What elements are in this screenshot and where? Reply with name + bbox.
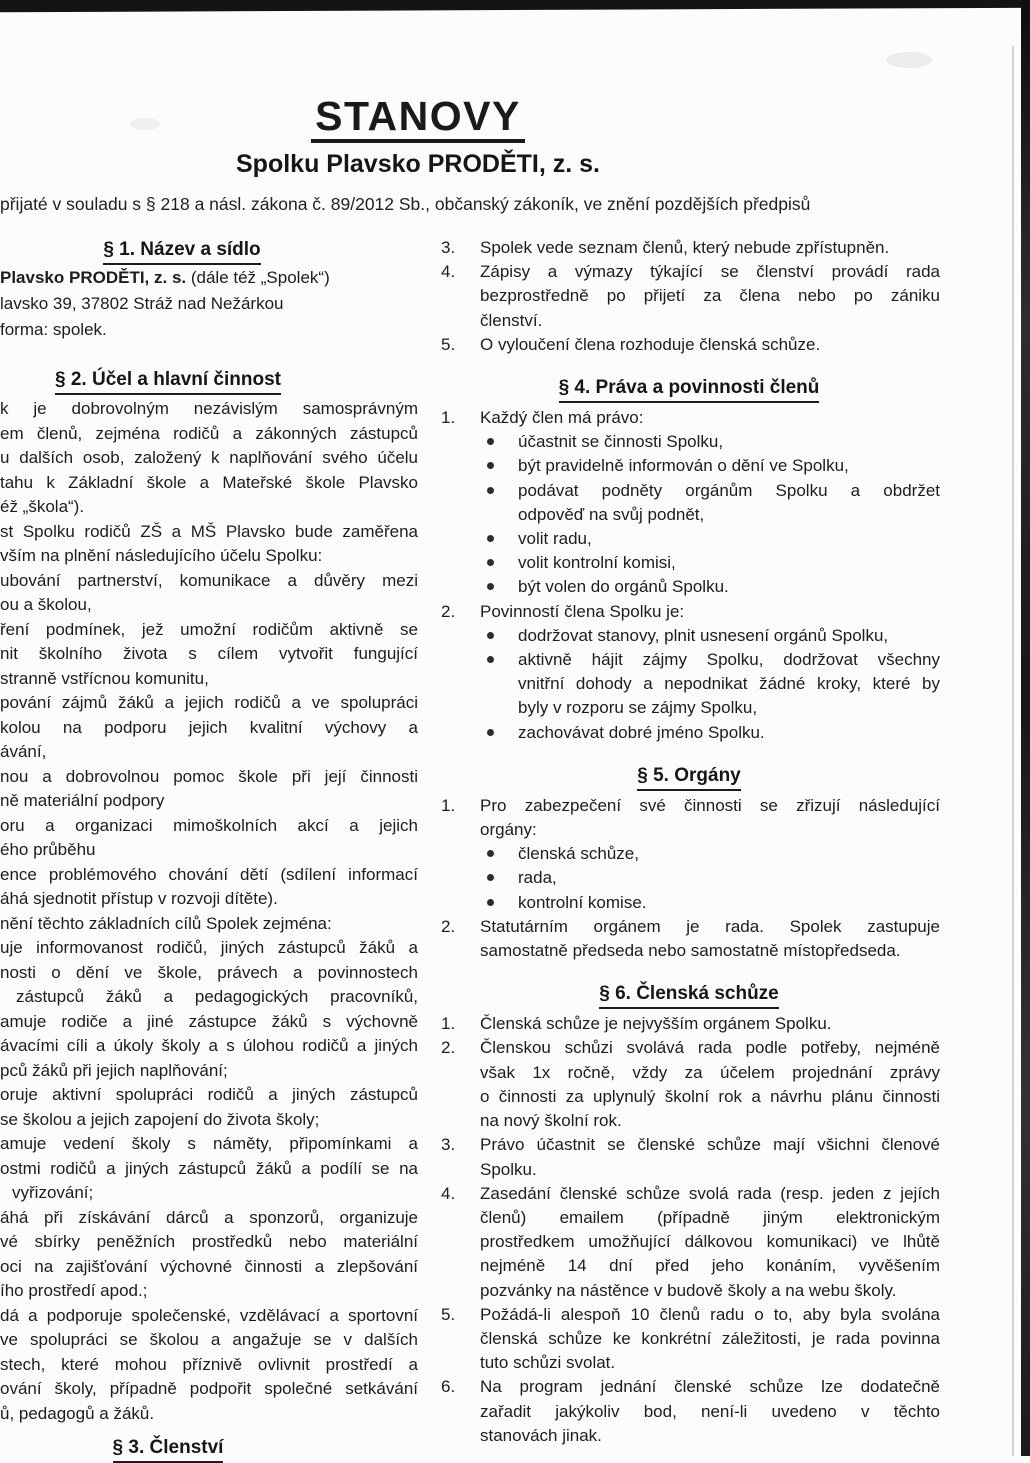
item-number: 4. bbox=[441, 1183, 456, 1203]
section-2-heading-wrap bbox=[0, 366, 336, 395]
bullet-item bbox=[438, 575, 940, 599]
text-line: em členů, zejména rodičů a zákonných zástupců bbox=[0, 423, 418, 443]
bullet-dot-icon bbox=[487, 559, 494, 566]
scan-artifact-smudge bbox=[886, 52, 932, 68]
bullet-item bbox=[438, 551, 940, 575]
bullet-item bbox=[438, 527, 940, 551]
bullet-dot-icon bbox=[487, 462, 494, 469]
document-intro-line: přijaté v souladu s § 218 a násl. zákona č. 89/2012 Sb., občanský zákoník, ve znění pozdějších předpisů bbox=[0, 194, 811, 214]
text-line: Požádá-li alespoň 10 členů radu o to, aby byla svolána bbox=[480, 1304, 940, 1324]
text-line: ně materiální podpory bbox=[0, 791, 165, 810]
text-line: prostředkem umožňující dálkovou komunikaci) ve lhůtě bbox=[480, 1232, 940, 1252]
text-line: Spolek vede seznam členů, který nebude zpřístupněn. bbox=[480, 238, 890, 257]
text-line: stech, které mohou příznivě ovlivnit prostředí a bbox=[0, 1354, 418, 1374]
bullet-item bbox=[438, 721, 940, 745]
bullet-dot-icon bbox=[487, 438, 494, 445]
bullet-dot-icon bbox=[487, 632, 494, 639]
text-line: Právo účastnit se členské schůze mají všichni členové bbox=[480, 1135, 940, 1155]
text-line: áhá sjednotit přístup v rozvoji dítěte). bbox=[0, 889, 278, 908]
text-line: aktivně hájit zájmy Spolku, dodržovat všechny bbox=[518, 650, 940, 670]
bullet-item bbox=[438, 866, 940, 890]
text-line: nění těchto základních cílů Spolek zejména: bbox=[0, 913, 332, 933]
text-line: st Spolku rodičů ZŠ a MŠ Plavsko bude zaměřena bbox=[0, 521, 418, 541]
text-line: Členská schůze je nejvyšším orgánem Spolku. bbox=[480, 1014, 832, 1034]
text-line: se školou a jejich zapojení do života školy; bbox=[0, 1109, 320, 1129]
text-line: členská schůze ke konkrétní záležitosti, je rada povinna bbox=[480, 1328, 940, 1348]
numbered-item bbox=[438, 1012, 940, 1036]
item-number: 4. bbox=[441, 262, 456, 282]
text-line: nou a dobrovolnou pomoc škole při její činnosti bbox=[0, 766, 418, 786]
bullet-dot-icon bbox=[487, 656, 494, 663]
text-line: podávat podněty orgánům Spolku a obdržet bbox=[518, 480, 940, 500]
text-line: tahu k Základní škole a Mateřské škole Plavsko bbox=[0, 472, 418, 492]
text-line: áhá při získávání dárců a sponzorů, organizuje bbox=[0, 1207, 418, 1227]
text-line: Členskou schůzi svolává rada podle potřeby, nejméně bbox=[480, 1038, 940, 1058]
numbered-item bbox=[438, 1133, 940, 1181]
text-line: oruje aktivní spolupráci rodičů a jiných zástupců bbox=[0, 1085, 418, 1104]
text-line: volit radu, bbox=[518, 529, 592, 549]
text-line: ence problémového chování dětí (sdílení informací bbox=[0, 864, 418, 884]
text-line: o činnosti za uplynulý školní rok a návrhu plánu činnosti bbox=[480, 1086, 940, 1106]
text-line: vé sbírky peněžních prostředků nebo materiální bbox=[0, 1232, 418, 1251]
text-line: ou a školou, bbox=[0, 595, 92, 614]
text-line: nosti o dění ve škole, právech a povinnostech bbox=[0, 962, 418, 982]
text-line: u dalších osob, založený k naplňování svého účelu bbox=[0, 448, 418, 467]
scan-artifact-top-edge bbox=[0, 0, 1030, 12]
text-line: ího prostředí apod.; bbox=[0, 1281, 148, 1300]
text-line: být volen do orgánů Spolku. bbox=[518, 577, 729, 597]
text-line: vyřizování; bbox=[12, 1183, 94, 1202]
text-line: tuto schůzi svolat. bbox=[480, 1353, 616, 1373]
text-line: odpověď na svůj podnět, bbox=[518, 504, 705, 524]
bullet-dot-icon bbox=[487, 535, 494, 542]
text-line: nit školního života s cílem vytvořit fungující bbox=[0, 644, 418, 663]
text-line: oci na zajišťování výchovné činnosti a zlepšování bbox=[0, 1256, 418, 1276]
text-line: kontrolní komise. bbox=[518, 892, 647, 912]
text-line: stanovách jinak. bbox=[480, 1425, 602, 1445]
section-2-body bbox=[0, 397, 418, 1426]
scan-artifact-fold-line bbox=[1012, 46, 1014, 1456]
bullet-dot-icon bbox=[487, 487, 494, 494]
text-line: ubování partnerství, komunikace a důvěry mezi bbox=[0, 570, 418, 590]
numbered-item bbox=[438, 600, 940, 624]
text-line: k je dobrovolným nezávislým samosprávným bbox=[0, 399, 418, 418]
text-line: členská schůze, bbox=[518, 844, 639, 864]
bullet-dot-icon bbox=[487, 899, 494, 906]
text-line: orgány: bbox=[480, 820, 537, 840]
text-line: ování školy, případně podpořit společné setkávání bbox=[0, 1379, 418, 1398]
text-line: Statutárním orgánem je rada. Spolek zastupuje bbox=[480, 916, 940, 936]
text-line: volit kontrolní komisi, bbox=[518, 553, 676, 573]
numbered-item bbox=[438, 406, 940, 430]
text-line: členů) emailem (případně jiným elektronickým bbox=[480, 1207, 940, 1227]
item-number: 3. bbox=[441, 1135, 456, 1155]
text-line: Plavsko PRODĚTI, z. s. (dále též „Spolek“) bbox=[0, 268, 330, 287]
numbered-item bbox=[438, 1182, 940, 1303]
section-1-heading: § 1. Název a sídlo bbox=[103, 237, 260, 265]
document-title: STANOVY bbox=[311, 94, 525, 143]
section-heading: § 6. Členská schůze bbox=[599, 981, 779, 1009]
item-number: 6. bbox=[441, 1377, 456, 1397]
text-line: vším na plnění následujícího účelu Spolku: bbox=[0, 546, 323, 565]
item-number: 2. bbox=[441, 601, 456, 621]
section-heading-wrap bbox=[438, 762, 940, 791]
item-number: 1. bbox=[441, 408, 456, 428]
text-line: Zasedání členské schůze svolá rada (resp. jeden z jejích bbox=[480, 1183, 940, 1203]
numbered-item bbox=[438, 1036, 940, 1133]
right-column bbox=[438, 236, 940, 1448]
text-line: pců žáků při jejich naplňování; bbox=[0, 1060, 228, 1080]
section-1-heading-wrap bbox=[0, 236, 364, 265]
text-line: na nový školní rok. bbox=[480, 1111, 622, 1131]
text-line: amuje rodiče a jiné zástupce žáků s výchovně bbox=[0, 1011, 418, 1031]
left-column bbox=[0, 236, 418, 1463]
section-3-heading: § 3. Členství bbox=[113, 1435, 224, 1463]
bullet-dot-icon bbox=[487, 850, 494, 857]
text-line: O vyloučení člena rozhoduje členská schůze. bbox=[480, 334, 821, 354]
text-line: ření podmínek, jež umožní rodičům aktivně se bbox=[0, 619, 418, 639]
numbered-item bbox=[438, 333, 940, 357]
item-number: 5. bbox=[441, 1304, 456, 1324]
item-number: 2. bbox=[441, 1038, 456, 1058]
bold-text: Plavsko PRODĚTI, z. s. bbox=[0, 268, 187, 287]
bullet-item bbox=[438, 430, 940, 454]
text-line: ů, pedagogů a žáků. bbox=[0, 1403, 155, 1423]
text-line: zařadit jakýkoliv bod, není-li uvedeno v těchto bbox=[480, 1401, 940, 1421]
text-line: pování zájmů žáků a jejich rodičů a ve spolupráci bbox=[0, 693, 418, 712]
document-header bbox=[0, 94, 836, 179]
bullet-dot-icon bbox=[487, 583, 494, 590]
bullet-dot-icon bbox=[487, 874, 494, 881]
bullet-item bbox=[438, 891, 940, 915]
text-line: lavsko 39, 37802 Stráž nad Nežárkou bbox=[0, 294, 284, 313]
text-line: rada, bbox=[518, 868, 557, 888]
bullet-dot-icon bbox=[487, 729, 494, 736]
text-line: amuje vedení školy s náměty, připomínkami a bbox=[0, 1134, 418, 1153]
item-number: 5. bbox=[441, 334, 456, 354]
text-line: nejméně 14 dní před jeho konáním, vyvěšením bbox=[480, 1256, 940, 1276]
document-subtitle: Spolku Plavsko PRODĚTI, z. s. bbox=[236, 150, 600, 178]
item-number: 3. bbox=[441, 238, 456, 257]
numbered-item bbox=[438, 794, 940, 842]
bullet-item bbox=[438, 648, 940, 721]
text-line: však 1x ročně, vždy za účelem projednání zprávy bbox=[480, 1062, 940, 1082]
text-line: stranně vstřícnou komunitu, bbox=[0, 668, 209, 688]
item-number: 1. bbox=[441, 1014, 456, 1034]
text-line: bezprostředně po přijetí za člena nebo po zániku bbox=[480, 286, 940, 306]
section-3-heading-wrap bbox=[0, 1434, 336, 1463]
section-1-body bbox=[0, 265, 418, 343]
text-line: zástupců žáků a pedagogických pracovníků, bbox=[16, 987, 418, 1006]
text-line: ávání, bbox=[0, 742, 47, 761]
text-line: ve spolupráci se školou a angažuje se v dalších bbox=[0, 1330, 418, 1349]
item-number: 1. bbox=[441, 795, 456, 815]
text-line: ého průběhu bbox=[0, 840, 96, 859]
text-line: dá a podporuje společenské, vzdělávací a sportovní bbox=[0, 1305, 418, 1325]
text-line: být pravidelně informován o dění ve Spolku, bbox=[518, 456, 849, 476]
text-line: ostmi rodičů a jiných zástupců žáků a podílí se na bbox=[0, 1158, 418, 1178]
numbered-item bbox=[438, 260, 940, 333]
numbered-item bbox=[438, 236, 940, 260]
text-line: dodržovat stanovy, plnit usnesení orgánů Spolku, bbox=[518, 625, 889, 645]
text-line: pozvánky na nástěnce v budově školy a na webu školy. bbox=[480, 1280, 897, 1300]
numbered-item bbox=[438, 1303, 940, 1376]
text-line: byly v rozporu se zájmy Spolku, bbox=[518, 698, 758, 718]
text-line: forma: spolek. bbox=[0, 320, 107, 339]
text-line: Zápisy a výmazy týkající se členství provádí rada bbox=[480, 262, 940, 282]
section-2-heading: § 2. Účel a hlavní činnost bbox=[55, 367, 281, 395]
text-line: éž „škola“). bbox=[0, 497, 85, 516]
bullet-item bbox=[438, 454, 940, 478]
section-heading-wrap bbox=[438, 980, 940, 1009]
text-line: členství. bbox=[480, 310, 543, 330]
numbered-item bbox=[438, 915, 940, 963]
section-heading-wrap bbox=[438, 374, 940, 403]
section-heading: § 5. Orgány bbox=[637, 763, 741, 791]
bullet-item bbox=[438, 479, 940, 527]
text-line: zachovávat dobré jméno Spolku. bbox=[518, 722, 765, 742]
bullet-item bbox=[438, 624, 940, 648]
section-heading: § 4. Práva a povinnosti členů bbox=[559, 375, 820, 403]
text-line: vnitřní dohody a nepodnikat žádné kroky, které by bbox=[518, 674, 940, 694]
scan-artifact-right-edge bbox=[1021, 0, 1030, 1456]
item-number: 2. bbox=[441, 916, 456, 936]
text-line: Povinností člena Spolku je: bbox=[480, 601, 685, 621]
text-line: Každý člen má právo: bbox=[480, 408, 644, 428]
text-line: ávacími cíli a úkoly školy a s úlohou rodičů a jiných bbox=[0, 1036, 418, 1055]
bullet-item bbox=[438, 842, 940, 866]
text-line: Pro zabezpečení své činnosti se zřizují následující bbox=[480, 795, 940, 815]
text-line: uje informovanost rodičů, jiných zástupců žáků a bbox=[0, 938, 418, 957]
text-line: Na program jednání členské schůze lze dodatečně bbox=[480, 1377, 940, 1397]
text-line: samostatně předseda nebo samostatně místopředseda. bbox=[480, 941, 901, 961]
text-line: Spolku. bbox=[480, 1159, 537, 1179]
text-line: účastnit se činnosti Spolku, bbox=[518, 432, 724, 452]
numbered-item bbox=[438, 1375, 940, 1448]
text-line: kolou na podporu jejich kvalitní výchovy a bbox=[0, 717, 418, 737]
text-line: oru a organizaci mimoškolních akcí a jejich bbox=[0, 815, 418, 835]
